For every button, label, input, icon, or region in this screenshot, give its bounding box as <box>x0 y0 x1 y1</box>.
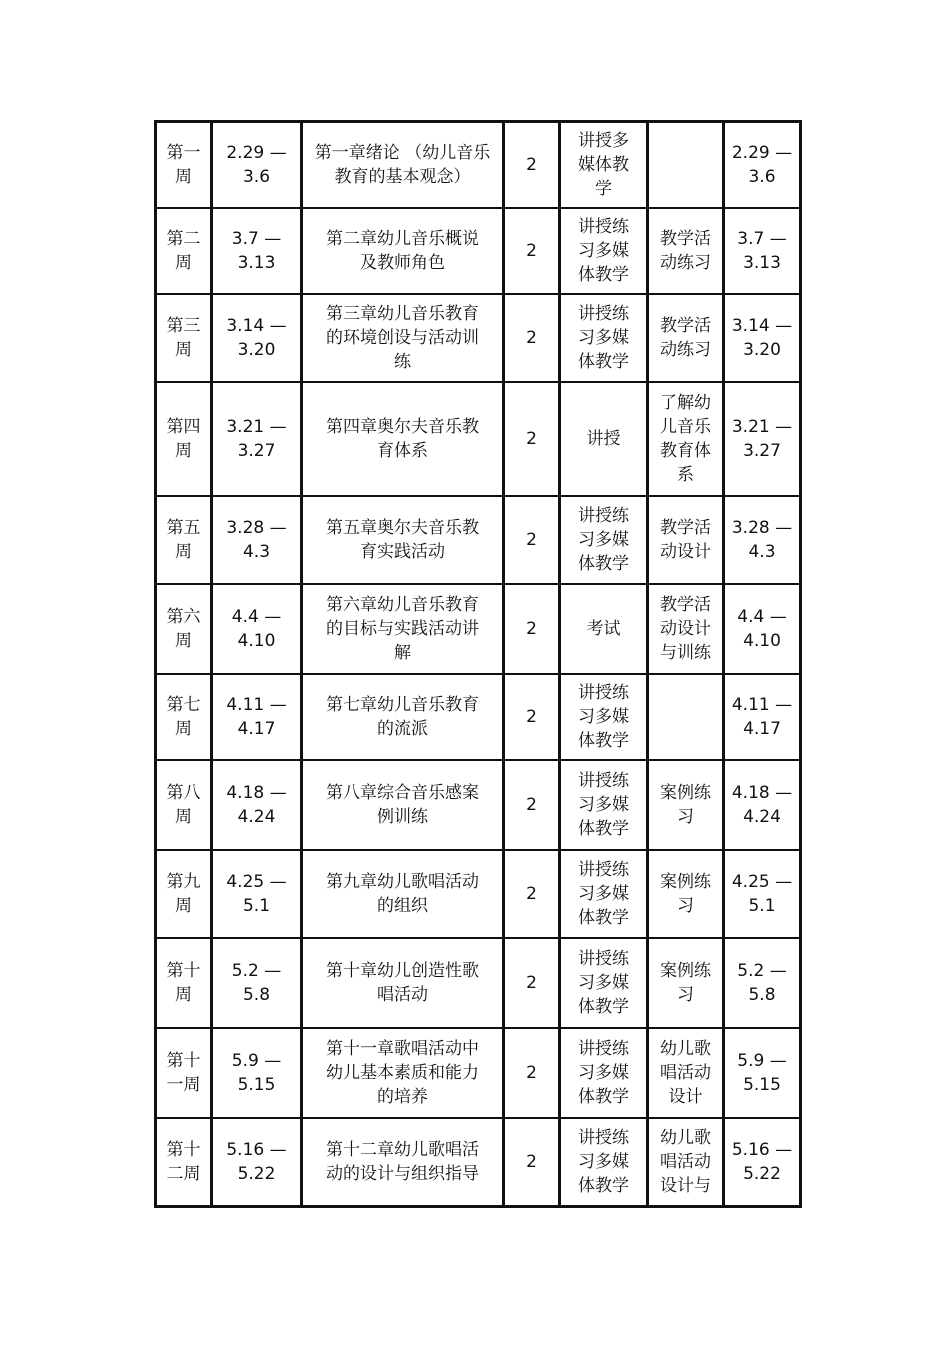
chapter-cell-line: 第十章幼儿创造性歌 <box>326 961 479 981</box>
method-cell-line: 习多媒 <box>578 1152 629 1172</box>
chapter-cell-line: 幼儿基本素质和能力 <box>326 1063 479 1083</box>
hours-cell <box>505 675 561 761</box>
date-range-cell-line: 3.28 — <box>226 518 287 538</box>
method-cell <box>561 1029 649 1119</box>
date-range-cell <box>213 209 303 295</box>
date-range-cell-line: 4.25 — <box>226 872 287 892</box>
date-range-cell-line: 4.24 <box>237 807 276 827</box>
method-cell-line: 媒体教 <box>578 155 629 175</box>
week-cell-line: 第七 <box>166 695 201 715</box>
method-cell-line: 体教学 <box>578 997 629 1017</box>
table-row <box>157 585 799 675</box>
date-range-cell-line: 2.29 — <box>226 143 287 163</box>
chapter-cell-line: 的组织 <box>377 896 428 916</box>
date-range-cell-2 <box>725 761 799 851</box>
method-cell <box>561 761 649 851</box>
week-cell <box>157 761 213 851</box>
hours-cell <box>505 1029 561 1119</box>
date-range-cell-2 <box>725 1029 799 1119</box>
week-cell-line: 周 <box>175 985 192 1005</box>
date-range-cell-2-line: 5.9 — <box>737 1051 787 1071</box>
hours-cell-value: 2 <box>526 241 537 261</box>
week-cell-line: 周 <box>175 253 192 273</box>
date-range-cell-2-line: 3.28 — <box>731 518 793 538</box>
method-cell-line: 习多媒 <box>578 241 629 261</box>
practice-cell-line: 教学活 <box>660 518 711 538</box>
chapter-cell-line: 的流派 <box>377 719 428 739</box>
date-range-cell <box>213 383 303 497</box>
date-range-cell-line: 4.11 — <box>226 695 287 715</box>
practice-cell-line: 教学活 <box>660 229 711 249</box>
hours-cell-value: 2 <box>526 884 537 904</box>
week-cell-line: 第八 <box>166 783 201 803</box>
date-range-cell-2-line: 5.8 <box>748 985 776 1005</box>
practice-cell <box>649 939 725 1029</box>
method-cell-line: 讲授练 <box>578 1128 629 1148</box>
method-cell <box>561 851 649 939</box>
hours-cell <box>505 851 561 939</box>
table-row <box>157 123 799 209</box>
practice-cell <box>649 209 725 295</box>
practice-cell <box>649 675 725 761</box>
chapter-cell <box>303 295 505 383</box>
practice-cell-line: 案例练 <box>660 783 711 803</box>
date-range-cell-line: 5.16 — <box>226 1140 287 1160</box>
hours-cell <box>505 383 561 497</box>
method-cell-line: 体教学 <box>578 265 629 285</box>
chapter-cell <box>303 939 505 1029</box>
practice-cell <box>649 1119 725 1205</box>
date-range-cell-2-line: 4.11 — <box>731 695 793 715</box>
date-range-cell-line: 3.21 — <box>226 417 287 437</box>
method-cell-line: 讲授练 <box>578 304 629 324</box>
week-cell-line: 第一 <box>166 143 201 163</box>
hours-cell-value: 2 <box>526 328 537 348</box>
week-cell-line: 周 <box>175 896 192 916</box>
schedule-body <box>157 123 799 1205</box>
date-range-cell-2 <box>725 675 799 761</box>
chapter-cell-line: 第一章绪论 （幼儿音乐 <box>314 143 491 163</box>
practice-cell-line: 动设计 <box>660 542 711 562</box>
practice-cell <box>649 585 725 675</box>
table-row <box>157 383 799 497</box>
week-cell <box>157 383 213 497</box>
date-range-cell-line: 3.7 — <box>231 229 282 249</box>
method-cell-line: 体教学 <box>578 819 629 839</box>
hours-cell <box>505 209 561 295</box>
date-range-cell-2-line: 3.20 <box>743 340 781 360</box>
chapter-cell-line: 的培养 <box>377 1087 428 1107</box>
method-cell <box>561 497 649 585</box>
date-range-cell <box>213 851 303 939</box>
practice-cell <box>649 761 725 851</box>
hours-cell-value: 2 <box>526 795 537 815</box>
hours-cell-value: 2 <box>526 155 537 175</box>
date-range-cell <box>213 761 303 851</box>
date-range-cell <box>213 1119 303 1205</box>
date-range-cell-2 <box>725 939 799 1029</box>
table-row <box>157 851 799 939</box>
method-cell <box>561 1119 649 1205</box>
hours-cell-value: 2 <box>526 707 537 727</box>
practice-cell-line: 习 <box>677 807 694 827</box>
date-range-cell-line: 5.9 — <box>231 1051 282 1071</box>
date-range-cell-2-line: 4.17 <box>743 719 781 739</box>
date-range-cell-2 <box>725 851 799 939</box>
method-cell-line: 学 <box>595 179 612 199</box>
practice-cell <box>649 123 725 209</box>
method-cell-line: 习多媒 <box>578 1063 629 1083</box>
date-range-cell <box>213 675 303 761</box>
practice-cell-line: 动设计 <box>660 619 711 639</box>
week-cell-line: 周 <box>175 441 192 461</box>
hours-cell-value: 2 <box>526 619 537 639</box>
method-cell <box>561 585 649 675</box>
chapter-cell-line: 的环境创设与活动训 <box>326 328 479 348</box>
date-range-cell-line: 5.22 <box>237 1164 276 1184</box>
week-cell <box>157 851 213 939</box>
week-cell-line: 周 <box>175 807 192 827</box>
practice-cell-line: 设计 <box>668 1087 703 1107</box>
date-range-cell <box>213 497 303 585</box>
week-cell-line: 第四 <box>166 417 201 437</box>
week-cell <box>157 123 213 209</box>
chapter-cell <box>303 497 505 585</box>
method-cell-line: 讲授练 <box>578 1039 629 1059</box>
chapter-cell <box>303 1029 505 1119</box>
table-row <box>157 295 799 383</box>
chapter-cell <box>303 585 505 675</box>
week-cell <box>157 497 213 585</box>
chapter-cell <box>303 761 505 851</box>
chapter-cell <box>303 383 505 497</box>
hours-cell-value: 2 <box>526 429 537 449</box>
week-cell-line: 第九 <box>166 872 201 892</box>
method-cell-line: 讲授练 <box>578 860 629 880</box>
week-cell-line: 第十 <box>166 1051 201 1071</box>
method-cell-line: 体教学 <box>578 1176 629 1196</box>
practice-cell-line: 教育体 <box>660 441 711 461</box>
date-range-cell-2-line: 3.6 <box>748 167 776 187</box>
chapter-cell-line: 第五章奥尔夫音乐教 <box>326 518 479 538</box>
date-range-cell-2-line: 4.25 — <box>731 872 793 892</box>
chapter-cell-line: 解 <box>394 643 411 663</box>
method-cell-line: 体教学 <box>578 1087 629 1107</box>
date-range-cell <box>213 123 303 209</box>
date-range-cell-line: 4.18 — <box>226 783 287 803</box>
practice-cell-line: 儿音乐 <box>660 417 711 437</box>
date-range-cell-2-line: 4.18 — <box>731 783 793 803</box>
date-range-cell-line: 4.17 <box>237 719 276 739</box>
date-range-cell-2-line: 4.10 <box>743 631 781 651</box>
method-cell-line: 讲授 <box>586 429 621 449</box>
hours-cell <box>505 939 561 1029</box>
chapter-cell <box>303 209 505 295</box>
table-row <box>157 497 799 585</box>
table-row <box>157 1029 799 1119</box>
method-cell-line: 习多媒 <box>578 795 629 815</box>
date-range-cell-2-line: 3.14 — <box>731 316 793 336</box>
chapter-cell <box>303 1119 505 1205</box>
table-row <box>157 761 799 851</box>
method-cell-line: 考试 <box>586 619 621 639</box>
week-cell <box>157 1119 213 1205</box>
week-cell <box>157 585 213 675</box>
date-range-cell-2 <box>725 585 799 675</box>
chapter-cell-line: 第二章幼儿音乐概说 <box>326 229 479 249</box>
teaching-schedule-table <box>154 120 802 1208</box>
chapter-cell <box>303 123 505 209</box>
chapter-cell-line: 第十二章幼儿歌唱活 <box>326 1140 479 1160</box>
chapter-cell-line: 教育的基本观念） <box>334 167 471 187</box>
week-cell <box>157 295 213 383</box>
practice-cell <box>649 497 725 585</box>
date-range-cell-2 <box>725 209 799 295</box>
table-row <box>157 675 799 761</box>
date-range-cell-line: 5.15 <box>237 1075 276 1095</box>
method-cell-line: 讲授练 <box>578 506 629 526</box>
week-cell-line: 第十 <box>166 1140 201 1160</box>
practice-cell-line: 设计与 <box>660 1176 711 1196</box>
practice-cell-line: 动练习 <box>660 253 711 273</box>
date-range-cell-2-line: 5.22 <box>743 1164 781 1184</box>
method-cell-line: 讲授练 <box>578 683 629 703</box>
date-range-cell-line: 3.14 — <box>226 316 287 336</box>
date-range-cell <box>213 939 303 1029</box>
table-row <box>157 939 799 1029</box>
practice-cell-line: 了解幼 <box>660 393 711 413</box>
date-range-cell-2 <box>725 497 799 585</box>
date-range-cell-2-line: 5.1 <box>748 896 776 916</box>
week-cell-line: 二周 <box>166 1164 201 1184</box>
date-range-cell <box>213 295 303 383</box>
week-cell-line: 周 <box>175 719 192 739</box>
table-row <box>157 209 799 295</box>
week-cell <box>157 675 213 761</box>
chapter-cell <box>303 851 505 939</box>
week-cell-line: 第二 <box>166 229 201 249</box>
date-range-cell-line: 3.6 <box>242 167 271 187</box>
chapter-cell <box>303 675 505 761</box>
chapter-cell-line: 的目标与实践活动讲 <box>326 619 479 639</box>
date-range-cell-2 <box>725 295 799 383</box>
method-cell-line: 讲授练 <box>578 949 629 969</box>
method-cell <box>561 675 649 761</box>
method-cell-line: 体教学 <box>578 908 629 928</box>
table-row <box>157 1119 799 1205</box>
practice-cell-line: 习 <box>677 896 694 916</box>
date-range-cell-2-line: 2.29 — <box>731 143 793 163</box>
chapter-cell-line: 唱活动 <box>377 985 428 1005</box>
date-range-cell-line: 4.4 — <box>231 607 282 627</box>
week-cell-line: 第十 <box>166 961 201 981</box>
date-range-cell-2-line: 3.7 — <box>737 229 787 249</box>
chapter-cell-line: 育体系 <box>377 441 428 461</box>
week-cell-line: 周 <box>175 631 192 651</box>
practice-cell <box>649 295 725 383</box>
method-cell-line: 体教学 <box>578 352 629 372</box>
method-cell-line: 习多媒 <box>578 973 629 993</box>
date-range-cell-2-line: 5.15 <box>743 1075 781 1095</box>
chapter-cell-line: 第十一章歌唱活动中 <box>326 1039 479 1059</box>
week-cell-line: 周 <box>175 542 192 562</box>
method-cell-line: 讲授练 <box>578 217 629 237</box>
hours-cell <box>505 585 561 675</box>
week-cell <box>157 939 213 1029</box>
date-range-cell-line: 3.20 <box>237 340 276 360</box>
chapter-cell-line: 育实践活动 <box>360 542 445 562</box>
date-range-cell-2 <box>725 1119 799 1205</box>
chapter-cell-line: 例训练 <box>377 807 428 827</box>
week-cell-line: 周 <box>175 167 192 187</box>
hours-cell <box>505 123 561 209</box>
method-cell-line: 习多媒 <box>578 707 629 727</box>
method-cell-line: 讲授多 <box>578 131 629 151</box>
method-cell <box>561 209 649 295</box>
practice-cell-line: 教学活 <box>660 316 711 336</box>
method-cell <box>561 123 649 209</box>
chapter-cell-line: 第三章幼儿音乐教育 <box>326 304 479 324</box>
practice-cell-line: 幼儿歌 <box>660 1128 711 1148</box>
practice-cell-line: 案例练 <box>660 872 711 892</box>
practice-cell <box>649 383 725 497</box>
week-cell-line: 第五 <box>166 518 201 538</box>
date-range-cell-2 <box>725 123 799 209</box>
chapter-cell-line: 动的设计与组织指导 <box>326 1164 479 1184</box>
practice-cell-line: 动练习 <box>660 340 711 360</box>
practice-cell <box>649 851 725 939</box>
practice-cell-line: 系 <box>677 465 694 485</box>
chapter-cell-line: 第九章幼儿歌唱活动 <box>326 872 479 892</box>
hours-cell <box>505 497 561 585</box>
practice-cell-line: 幼儿歌 <box>660 1039 711 1059</box>
date-range-cell-line: 4.3 <box>242 542 271 562</box>
date-range-cell-line: 3.13 <box>237 253 276 273</box>
hours-cell-value: 2 <box>526 530 537 550</box>
chapter-cell-line: 第八章综合音乐感案 <box>326 783 479 803</box>
practice-cell <box>649 1029 725 1119</box>
chapter-cell-line: 第四章奥尔夫音乐教 <box>326 417 479 437</box>
practice-cell-line: 与训练 <box>660 643 711 663</box>
date-range-cell <box>213 1029 303 1119</box>
date-range-cell-2-line: 4.3 <box>748 542 776 562</box>
method-cell-line: 习多媒 <box>578 328 629 348</box>
practice-cell-line: 教学活 <box>660 595 711 615</box>
hours-cell-value: 2 <box>526 1063 537 1083</box>
method-cell-line: 体教学 <box>578 554 629 574</box>
date-range-cell <box>213 585 303 675</box>
date-range-cell-line: 5.2 — <box>231 961 282 981</box>
method-cell <box>561 383 649 497</box>
chapter-cell-line: 第七章幼儿音乐教育 <box>326 695 479 715</box>
chapter-cell-line: 练 <box>394 352 411 372</box>
chapter-cell-line: 第六章幼儿音乐教育 <box>326 595 479 615</box>
week-cell-line: 周 <box>175 340 192 360</box>
date-range-cell-line: 5.1 <box>242 896 271 916</box>
date-range-cell-2-line: 3.27 <box>743 441 781 461</box>
hours-cell <box>505 1119 561 1205</box>
method-cell-line: 习多媒 <box>578 884 629 904</box>
date-range-cell-2-line: 3.21 — <box>731 417 793 437</box>
chapter-cell-line: 及教师角色 <box>360 253 445 273</box>
hours-cell <box>505 295 561 383</box>
date-range-cell-2-line: 5.16 — <box>731 1140 793 1160</box>
hours-cell-value: 2 <box>526 1152 537 1172</box>
week-cell-line: 一周 <box>166 1075 201 1095</box>
method-cell <box>561 939 649 1029</box>
week-cell <box>157 209 213 295</box>
date-range-cell-line: 4.10 <box>237 631 276 651</box>
date-range-cell-line: 5.8 <box>242 985 271 1005</box>
date-range-cell-2 <box>725 383 799 497</box>
date-range-cell-2-line: 4.24 <box>743 807 781 827</box>
method-cell-line: 讲授练 <box>578 771 629 791</box>
practice-cell-line: 唱活动 <box>660 1152 711 1172</box>
hours-cell-value: 2 <box>526 973 537 993</box>
date-range-cell-2-line: 3.13 <box>743 253 781 273</box>
week-cell <box>157 1029 213 1119</box>
method-cell-line: 习多媒 <box>578 530 629 550</box>
hours-cell <box>505 761 561 851</box>
week-cell-line: 第三 <box>166 316 201 336</box>
method-cell-line: 体教学 <box>578 731 629 751</box>
practice-cell-line: 案例练 <box>660 961 711 981</box>
date-range-cell-2-line: 4.4 — <box>737 607 787 627</box>
practice-cell-line: 习 <box>677 985 694 1005</box>
practice-cell-line: 唱活动 <box>660 1063 711 1083</box>
week-cell-line: 第六 <box>166 607 201 627</box>
date-range-cell-line: 3.27 <box>237 441 276 461</box>
date-range-cell-2-line: 5.2 — <box>737 961 787 981</box>
method-cell <box>561 295 649 383</box>
